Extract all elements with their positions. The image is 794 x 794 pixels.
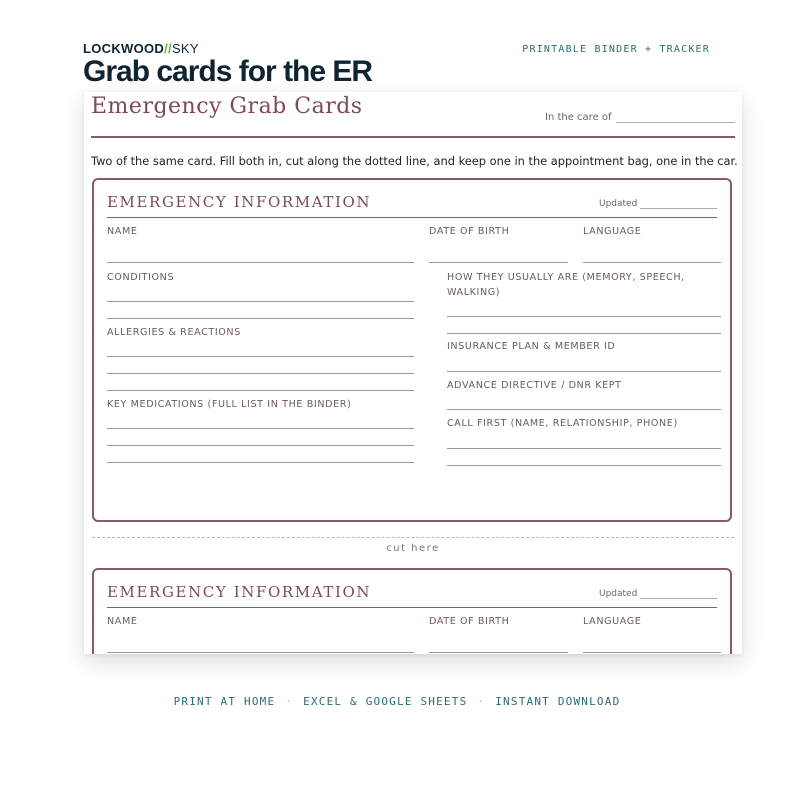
hero-title: Grab cards for the ER — [83, 55, 373, 88]
card-header — [107, 192, 717, 218]
updated-field — [599, 589, 717, 599]
card-title: EMERGENCY INFORMATION — [107, 583, 372, 601]
directive-line — [447, 409, 721, 410]
updated-line — [640, 590, 717, 599]
conditions-line — [107, 301, 414, 302]
name-line — [107, 652, 414, 653]
footer-features — [0, 695, 794, 708]
directive-label: ADVANCE DIRECTIVE / DNR KEPT — [447, 380, 622, 391]
usual-state-label: HOW THEY USUALLY ARE (MEMORY, SPEECH, WALKING) — [447, 272, 685, 298]
name-line — [107, 262, 414, 263]
updated-label: Updated — [599, 589, 638, 599]
call-first-label: CALL FIRST (NAME, RELATIONSHIP, PHONE) — [447, 418, 678, 429]
updated-line — [640, 200, 717, 209]
usual-state-line — [447, 316, 721, 317]
feature-print: PRINT AT HOME — [173, 695, 276, 708]
brand-name-part2: SKY — [171, 41, 199, 56]
allergies-line — [107, 373, 414, 374]
language-line — [583, 262, 721, 263]
language-label: LANGUAGE — [583, 616, 642, 627]
card-title: EMERGENCY INFORMATION — [107, 193, 372, 211]
usual-state-line — [447, 333, 721, 334]
conditions-line — [107, 318, 414, 319]
medications-line — [107, 462, 414, 463]
feature-sheets: EXCEL & GOOGLE SHEETS — [303, 695, 468, 708]
care-of-field — [545, 112, 735, 123]
language-label: LANGUAGE — [583, 226, 642, 237]
printable-sheet — [84, 92, 742, 654]
call-first-line — [447, 465, 721, 466]
separator-dot: · — [285, 695, 294, 708]
name-label: NAME — [107, 616, 138, 627]
allergies-line — [107, 356, 414, 357]
emergency-card-1 — [92, 178, 732, 522]
dob-line — [429, 652, 568, 653]
allergies-label: ALLERGIES & REACTIONS — [107, 327, 241, 338]
name-label: NAME — [107, 226, 138, 237]
call-first-line — [447, 448, 721, 449]
cut-here-label: cut here — [386, 543, 440, 554]
insurance-label: INSURANCE PLAN & MEMBER ID — [447, 341, 616, 352]
updated-field — [599, 199, 717, 209]
medications-label: KEY MEDICATIONS (FULL LIST IN THE BINDER) — [107, 399, 352, 410]
conditions-label: CONDITIONS — [107, 272, 175, 283]
separator-dot: · — [477, 695, 486, 708]
brand-name-part1: LOCKWOOD — [83, 41, 165, 56]
sheet-title: Emergency Grab Cards — [91, 94, 363, 119]
allergies-line — [107, 390, 414, 391]
feature-download: INSTANT DOWNLOAD — [495, 695, 621, 708]
insurance-line — [447, 371, 721, 372]
card-header — [107, 582, 717, 608]
instructions-text: Two of the same card. Fill both in, cut along the dotted line, and keep one in the appointment bag, one in the car. — [91, 154, 738, 168]
dob-label: DATE OF BIRTH — [429, 226, 510, 237]
title-rule — [91, 136, 735, 138]
brand-slashes: // — [164, 41, 172, 56]
language-line — [583, 652, 721, 653]
dob-line — [429, 262, 568, 263]
medications-line — [107, 445, 414, 446]
emergency-card-2 — [92, 568, 732, 654]
updated-label: Updated — [599, 199, 638, 209]
dob-label: DATE OF BIRTH — [429, 616, 510, 627]
cut-line — [92, 537, 734, 538]
product-tagline: PRINTABLE BINDER + TRACKER — [522, 44, 710, 55]
care-of-line — [616, 113, 735, 123]
medications-line — [107, 428, 414, 429]
brand-logo — [83, 41, 199, 56]
care-of-label: In the care of — [545, 112, 612, 123]
